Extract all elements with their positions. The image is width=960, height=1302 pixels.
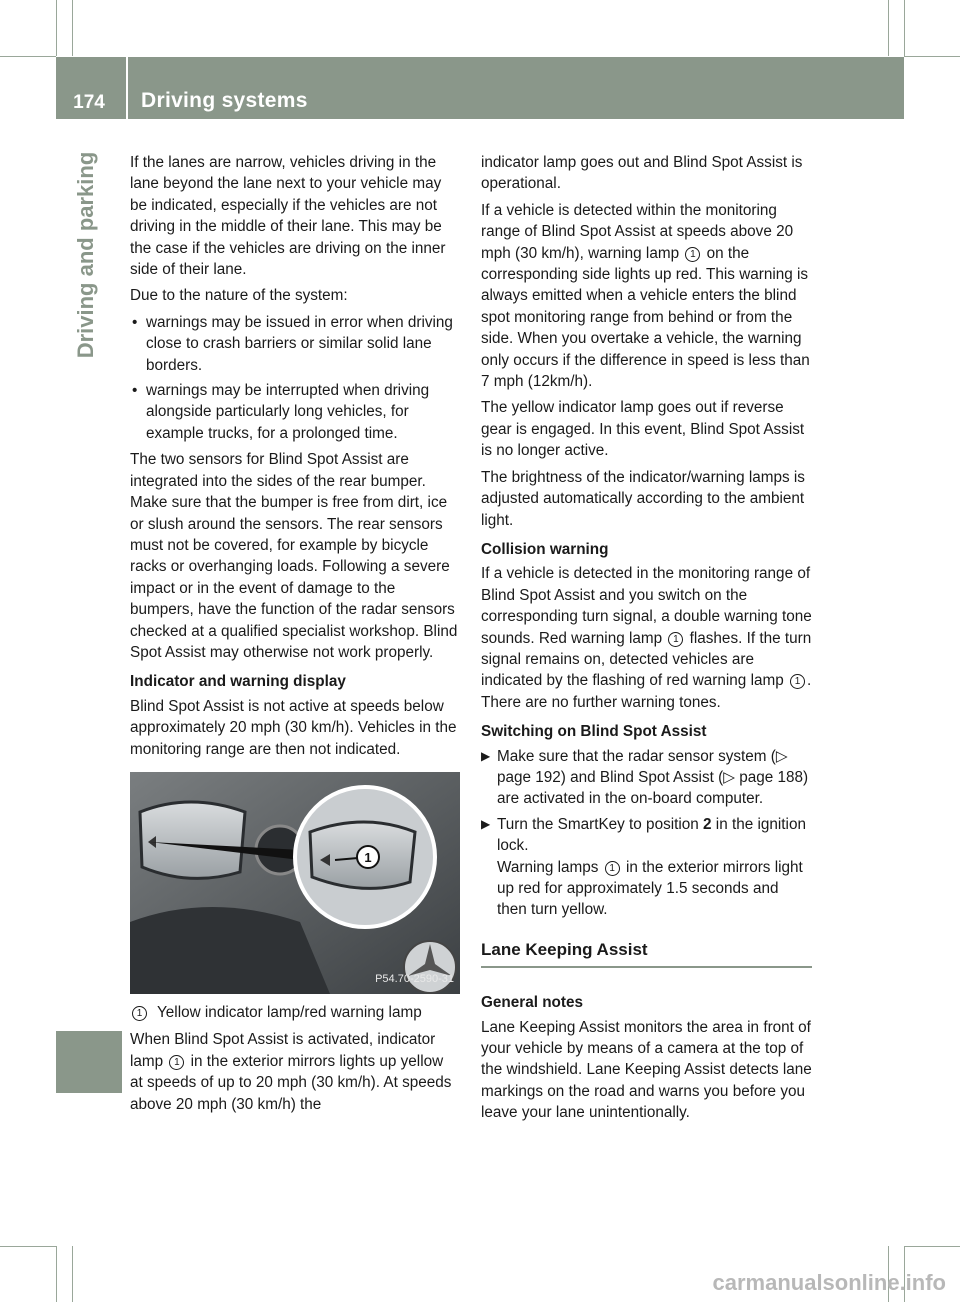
page-ref-icon: ▷ (723, 768, 735, 786)
bullet-glyph: • (132, 313, 138, 331)
subheading: General notes (481, 994, 584, 1012)
paragraph: The brightness of the indicator/warning lamps is adjusted automatically according to the ambient light. (481, 468, 805, 529)
sidebar-chapter-label: Driving and parking (73, 151, 98, 359)
page-number: 174 (73, 92, 105, 113)
callout-number-icon: 1 (685, 247, 700, 262)
crop-mark (56, 0, 57, 56)
figure-code: P54.70-2590-31 (375, 972, 454, 985)
mirror-illustration (130, 772, 460, 994)
text-run: on the corresponding side lights up red. This warning is always emitted when a vehicle enters the blind spot monitoring range from behind or from the side. When you overtake a vehicle, the warning only occurs if the difference in speed is less than 7 mph (12km/h). (481, 244, 810, 391)
paragraph: The two sensors for Blind Spot Assist are integrated into the sides of the rear bumper. Make sure that the bumper is free from dirt, ice or slush around the sensors. The rear sensors must not be covered, for example by bicycle racks or overhanging loads. Following a severe impact or in the event of damage to the bumpers, have the function of the radar sensors checked at a qualified specialist workshop. Blind Spot Assist may otherwise not work properly. (130, 451, 458, 661)
mirror-figure (130, 772, 460, 994)
subheading: Collision warning (481, 540, 609, 558)
text-run: Warning lamps (497, 858, 599, 876)
paragraph (481, 200, 812, 393)
list-item (481, 814, 812, 921)
text-run: . There are no further warning tones. (481, 672, 812, 711)
list-item-text: warnings may be interrupted when driving alongside particularly long vehicles, for example trucks, for a prolonged time. (146, 382, 430, 442)
crop-mark (72, 1246, 73, 1302)
text-run: Turn the SmartKey to position (497, 815, 704, 833)
crop-mark (904, 56, 960, 57)
text-run: If a vehicle is detected in the monitoring range of Blind Spot Assist and you switch on the corresponding turn signal, a double warning tone sounds. Red warning lamp (481, 565, 812, 647)
step-arrow-icon: ▶ (481, 816, 491, 831)
page-ref-icon: ▷ (775, 747, 788, 765)
crop-mark (0, 56, 56, 57)
subheading: Switching on Blind Spot Assist (481, 723, 707, 741)
figure-callout: 1 (364, 849, 372, 865)
step-arrow-icon: ▶ (481, 748, 491, 763)
paragraph (130, 1029, 460, 1115)
paragraph (481, 563, 812, 713)
figure-caption (130, 1002, 460, 1023)
text-run: flashes. If the turn signal remains on, detected vehicles are indicated by the flashing of red warning lamp (481, 629, 812, 690)
crop-mark (904, 1246, 960, 1247)
section-title: Driving systems (141, 89, 308, 112)
callout-number-icon: 1 (668, 632, 683, 647)
callout-number-icon: 1 (132, 1006, 147, 1021)
text-run: If a vehicle is detected within the monitoring range of Blind Spot Assist at speeds above 20 mph (30 km/h), warning lamp (481, 201, 794, 262)
text-run: in the ignition lock. (497, 815, 806, 855)
text-run: 2 (703, 815, 712, 833)
list-item (130, 380, 460, 444)
crop-mark (904, 0, 905, 56)
paragraph: Due to the nature of the system: (130, 287, 348, 305)
bullet-glyph: • (132, 382, 138, 400)
callout-number-icon: 1 (790, 674, 805, 689)
text-run: Make sure that the radar sensor system ( (497, 747, 776, 765)
paragraph: The yellow indicator lamp goes out if reverse gear is engaged. In this event, Blind Spot Assist is no longer active. (481, 399, 805, 460)
paragraph: indicator lamp goes out and Blind Spot Assist is operational. (481, 154, 803, 193)
callout-number-icon: 1 (605, 861, 620, 876)
section-heading: Lane Keeping Assist (481, 939, 812, 968)
subheading: Indicator and warning display (130, 673, 346, 691)
crop-mark (56, 1246, 57, 1302)
paragraph: Lane Keeping Assist monitors the area in front of your vehicle by means of a camera at the top of the windshield. Lane Keeping Assist detects lane markings on the road and warns you before you leave your lane unintentionally. (481, 1018, 812, 1122)
step-list (481, 746, 812, 921)
header-separator (126, 57, 128, 119)
bullet-list (130, 312, 460, 444)
text-run: in the exterior mirrors lights up yellow at speeds of up to 20 mph (30 km/h). At speeds above 20 mph (30 km/h) the (130, 1052, 452, 1113)
caption-text: Yellow indicator lamp/red warning lamp (157, 1003, 422, 1021)
chapter-tab-marker (56, 1031, 122, 1093)
callout-number-icon: 1 (169, 1055, 184, 1070)
text-run: When Blind Spot Assist is activated, indicator lamp (130, 1031, 436, 1070)
text-run: page 188) are activated in the on-board computer. (497, 768, 809, 808)
text-run: in the exterior mirrors light up red for approximately 1.5 seconds and then turn yellow. (497, 858, 803, 919)
list-item-text: warnings may be issued in error when driving close to crash barriers or similar solid lane borders. (146, 313, 453, 374)
crop-mark (72, 0, 73, 56)
watermark: carmanualsonline.info (712, 1270, 946, 1295)
list-item (481, 746, 812, 810)
paragraph: Blind Spot Assist is not active at speeds below approximately 20 mph (30 km/h). Vehicles in the monitoring range are then not indicated. (130, 697, 457, 758)
crop-mark (888, 0, 889, 56)
crop-mark (0, 1246, 56, 1247)
text-run: page 192) and Blind Spot Assist ( (497, 768, 724, 786)
paragraph: If the lanes are narrow, vehicles driving in the lane beyond the lane next to your vehicle may be indicated, especially if the vehicles are not driving in the middle of their lane. This may be the case if the vehicles are driving on the inner side of their lane. (130, 154, 446, 279)
list-item (130, 312, 460, 376)
right-column (481, 152, 812, 1129)
left-column (130, 152, 460, 1120)
